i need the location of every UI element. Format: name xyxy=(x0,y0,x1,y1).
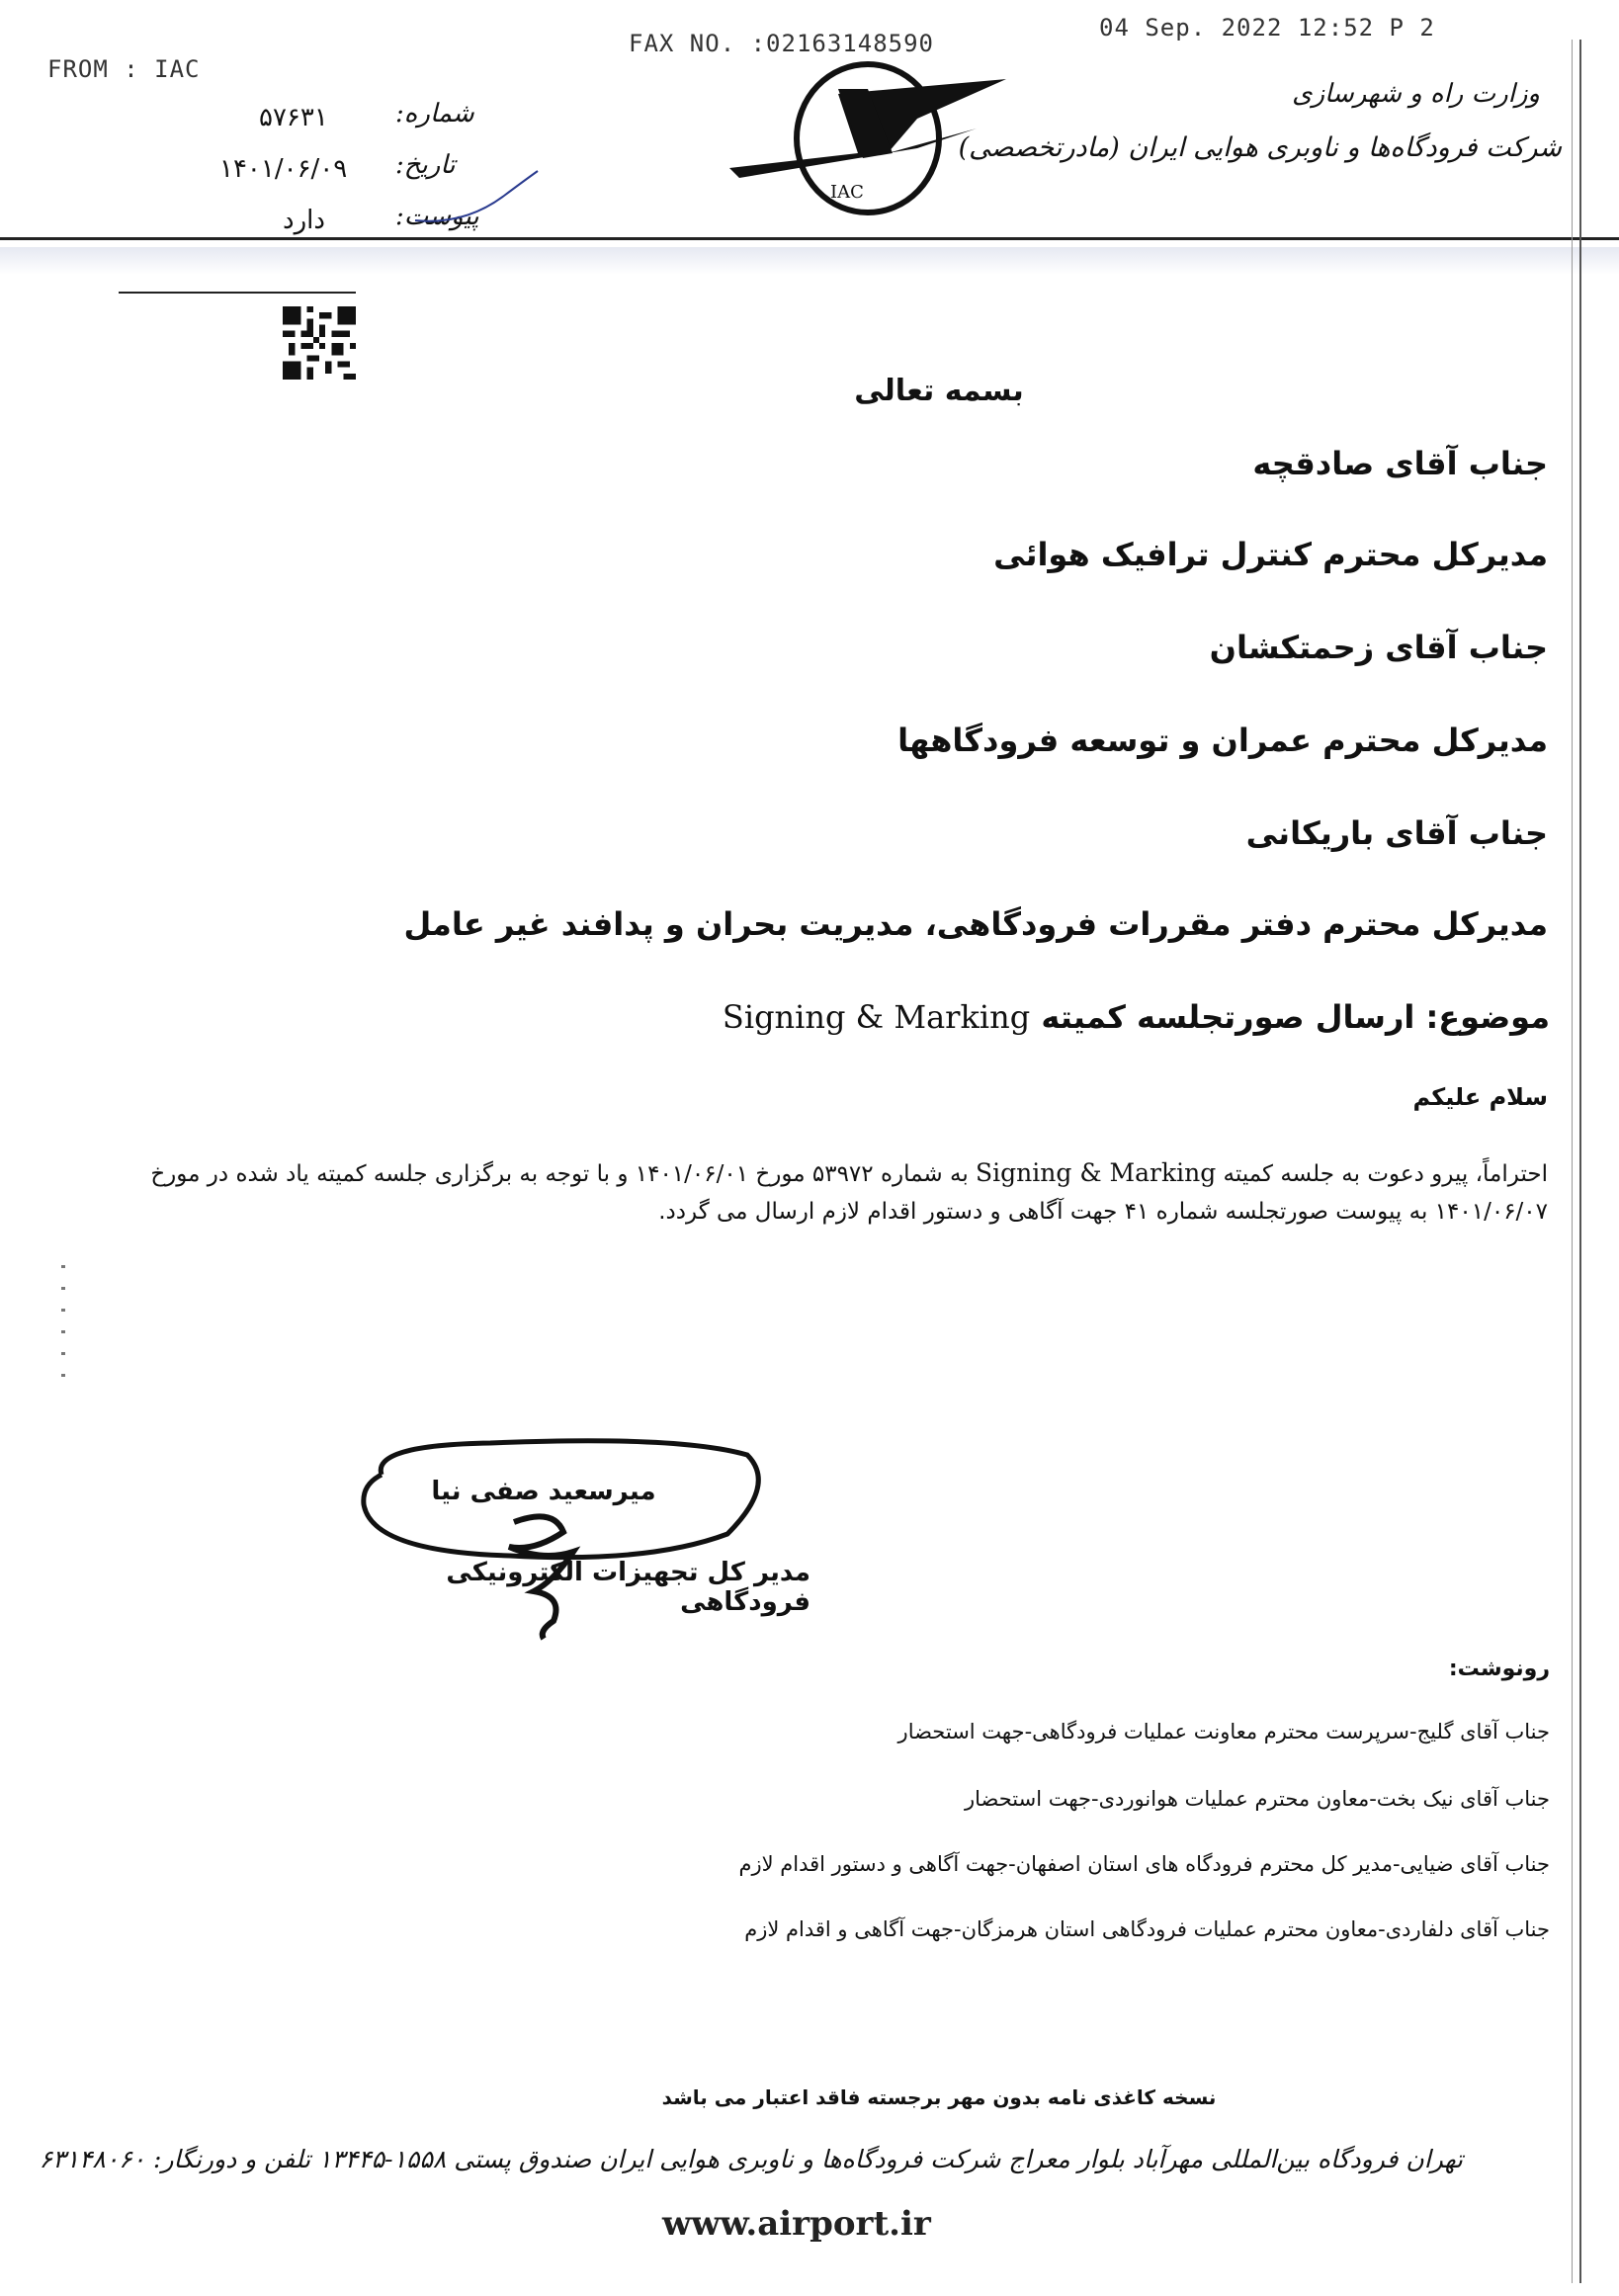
company-website: www.airport.ir xyxy=(662,2204,931,2244)
scan-dots xyxy=(61,1265,65,1384)
cc-item-3: جناب آقای ضیایی-مدیر کل محترم فرودگاه های استان اصفهان-جهت آگاهی و دستور اقدام لازم xyxy=(738,1852,1550,1876)
signatory-name: میرسعید صفی نیا xyxy=(431,1477,656,1506)
letter-subject xyxy=(723,998,1550,1036)
body-part-1: احتراماً، پیرو دعوت به جلسه کمیته xyxy=(1223,1161,1548,1187)
fax-number: FAX NO. :02163148590 xyxy=(629,30,934,57)
logo-text: IAC xyxy=(830,182,864,203)
addressee-1: جناب آقای صادقچه xyxy=(1252,445,1548,482)
letter-number-label: شماره: xyxy=(395,99,474,128)
letter-date-label: تاریخ: xyxy=(395,150,456,180)
cc-item-1: جناب آقای گلیج-سرپرست محترم معاونت عملیات فرودگاهی-جهت استحضار xyxy=(897,1720,1550,1743)
basmala: بسمه تعالی xyxy=(854,374,1024,408)
letter-date-value: ۱۴۰۱/۰۶/۰۹ xyxy=(219,154,348,184)
qr-code xyxy=(283,306,356,380)
addressee-2: مدیرکل محترم کنترل ترافیک هوائی xyxy=(993,536,1548,573)
addressee-3: جناب آقای زحمتکشان xyxy=(1209,629,1548,666)
body-part-2: به شماره ۵۳۹۷۲ مورخ ۱۴۰۱/۰۶/۰۱ و با توجه به برگزاری جلسه کمیته یاد شده در مورخ ۱۴۰۱/۰۶/۰۷ به پیوست صورتجلسه شماره ۴۱ جهت آگاهی و دستور اقدام لازم ارسال می گردد. xyxy=(150,1161,1548,1225)
fax-from: FROM : IAC xyxy=(47,55,201,83)
header-divider-short xyxy=(119,292,356,294)
addressee-4: مدیرکل محترم عمران و توسعه فرودگاهها xyxy=(897,722,1548,759)
attachment-label: پیوست: xyxy=(395,202,479,231)
cc-heading: رونوشت: xyxy=(1448,1657,1550,1681)
letter-number-value: ۵۷۶۳۱ xyxy=(259,103,328,132)
cc-item-4: جناب آقای دلفاردی-معاون محترم عملیات فرودگاهی استان هرمزگان-جهت آگاهی و اقدام لازم xyxy=(744,1917,1550,1941)
fax-datetime: 04 Sep. 2022 12:52 P 2 xyxy=(1099,14,1435,42)
addressee-5: جناب آقای باریکانی xyxy=(1245,814,1548,852)
company-name: شرکت فرودگاه‌ها و ناوبری هوایی ایران (مادرتخصصی) xyxy=(958,132,1562,163)
cc-item-2: جناب آقای نیک بخت-معاون محترم عملیات هوانوردی-جهت استحضار xyxy=(964,1787,1550,1811)
handwriting-stroke xyxy=(405,166,544,235)
subject-latin: Signing & Marking xyxy=(722,998,1031,1036)
scan-shading xyxy=(0,247,1619,275)
validity-note: نسخه کاغذی نامه بدون مهر برجسته فاقد اعتبار می باشد xyxy=(661,2085,1217,2109)
body-latin: Signing & Marking xyxy=(976,1158,1217,1187)
letter-body xyxy=(65,1154,1548,1231)
company-address: تهران فرودگاه بین‌المللی مهرآباد بلوار معراج شرکت فرودگاه‌ها و ناوبری هوایی ایران صندوق پستی ۱۵۵۸-۱۳۴۴۵ تلفن و دورنگار: ۶۳۱۴۸۰۶۰ xyxy=(39,2145,1463,2173)
ministry-name: وزارت راه و شهرسازی xyxy=(1292,79,1540,109)
greeting: سلام علیکم xyxy=(1412,1083,1548,1111)
attachment-value: دارد xyxy=(283,206,325,235)
header-divider xyxy=(0,237,1619,240)
addressee-6: مدیرکل محترم دفتر مقررات فرودگاهی، مدیریت بحران و پدافند غیر عامل xyxy=(403,905,1548,943)
subject-prefix: موضوع: ارسال صورتجلسه کمیته xyxy=(1041,998,1550,1036)
signatory-title: مدیر کل تجهیزات الکترونیکی فرودگاهی xyxy=(446,1558,810,1617)
